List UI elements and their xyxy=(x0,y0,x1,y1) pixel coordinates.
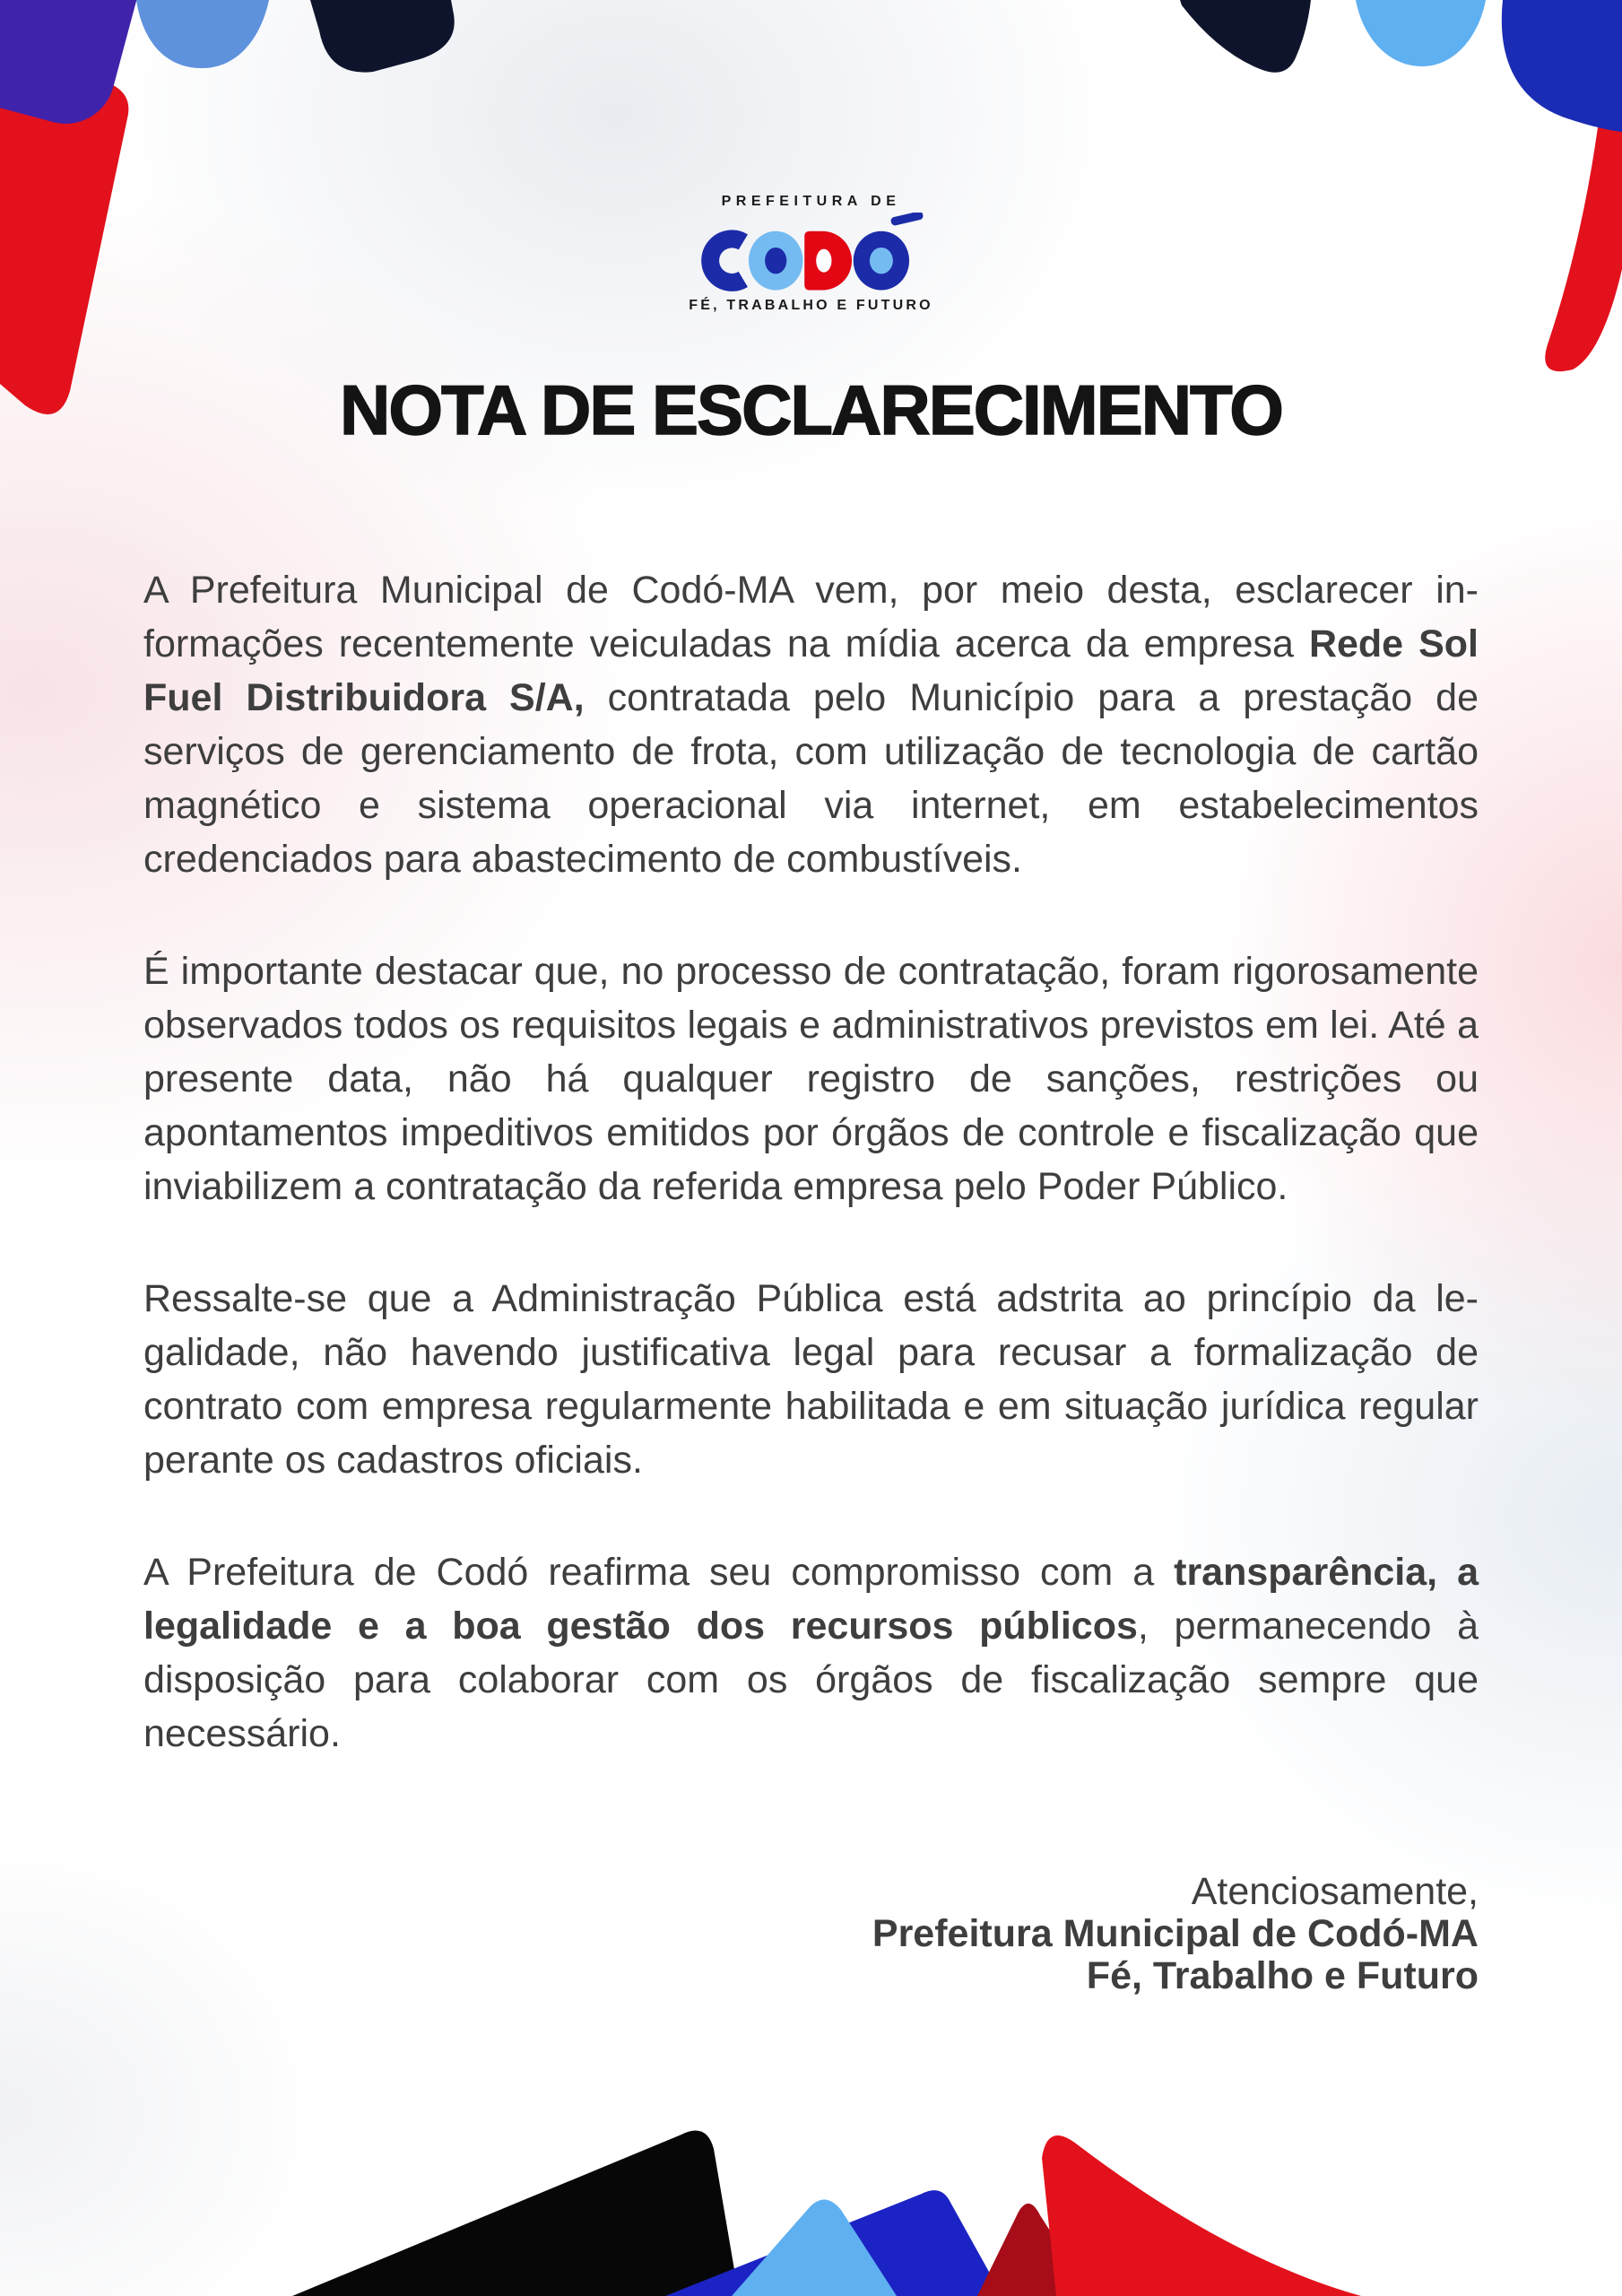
deco-blue-peak xyxy=(665,2190,1002,2296)
deco-navy-tooth-right xyxy=(1180,0,1311,73)
deco-red-sliver-top-left xyxy=(0,0,126,13)
logo-top-text: PREFEITURA DE xyxy=(721,194,901,209)
logo-accent xyxy=(889,213,924,226)
body-paragraph xyxy=(143,944,1479,1213)
body-paragraph xyxy=(143,563,1479,886)
deco-lightblue-tooth-right xyxy=(1356,0,1486,66)
deco-blue-tooth-left xyxy=(136,0,269,68)
paragraph-text: A Prefeitura Municipal de Codó-MA vem, por meio desta, esclarecer informações recentemente veiculadas na mídia acerca da empresa xyxy=(143,569,1479,665)
signature-block xyxy=(872,1871,1479,1997)
paragraph-text: A Prefeitura de Codó reafirma seu compromisso com a xyxy=(143,1551,1175,1594)
logo-letter-c xyxy=(710,239,743,282)
bottom-decoration xyxy=(0,2018,1622,2296)
signature-motto: Fé, Trabalho e Futuro xyxy=(1086,1954,1479,1997)
paragraph-text: Ressalte-se que a Administração Pública está adstrita ao princípio da legalidade, não havendo justificativa legal para recusar a formalização de contrato com empresa regularmente habilitada e em situação jurídica regular perante os cadastros oficiais. xyxy=(143,1277,1479,1482)
paragraph-text: É importante destacar que, no processo de contratação, foram rigorosamente observados todos os requisitos legais e administrativos previstos em lei. Até a presente data, não há qualquer registro de sanções, restrições ou apontamentos impeditivos emitidos por órgãos de controle e fiscalização que inviabilizem a contratação da referida empresa pelo Poder Público. xyxy=(143,950,1479,1208)
logo-tagline: FÉ, TRABALHO E FUTURO xyxy=(689,298,933,313)
body-paragraph xyxy=(143,1545,1479,1761)
paragraph-text: contratada pelo Município para a prestação de serviços de gerenciamento de frota, com utilização de tecnologia de cartão magnético e sistema operacional via internet, em estabelecimentos credenciados para abastecimento de combustíveis. xyxy=(143,676,1479,881)
city-logo xyxy=(0,194,1622,314)
logo-letter-o-counter xyxy=(765,248,786,274)
paragraph-bold-text: transparência, a legalidade e a boa gestão dos recursos públicos xyxy=(143,1551,1479,1648)
deco-red-ribbon-right xyxy=(1545,0,1622,371)
deco-red-peak xyxy=(1042,2135,1361,2296)
deco-lightblue-peak xyxy=(732,2199,897,2296)
body-paragraph xyxy=(143,1272,1479,1487)
paragraph-text: , permanecendo à disposição para colaborar com os órgãos de fiscalização sempre que necessário. xyxy=(143,1605,1479,1755)
paragraph-bold-text: Rede Sol Fuel Distribuidora S/A, xyxy=(143,622,1479,719)
deco-purple-blob xyxy=(0,0,152,135)
deco-navy-tooth-left xyxy=(310,0,455,73)
signature-closing: Atenciosamente, xyxy=(1191,1870,1479,1913)
deco-maroon-peak xyxy=(977,2204,1092,2296)
deco-black-peak xyxy=(292,2131,739,2296)
deco-royal-blob-right xyxy=(1502,0,1622,132)
logo-letter-d-counter xyxy=(816,249,831,273)
signature-org: Prefeitura Municipal de Codó-MA xyxy=(872,1912,1479,1955)
logo-wordmark-codo xyxy=(693,213,930,293)
logo-letter-o2-counter xyxy=(869,248,892,274)
body-text xyxy=(143,563,1479,1819)
page-title: NOTA DE ESCLARECIMENTO xyxy=(340,370,1282,449)
